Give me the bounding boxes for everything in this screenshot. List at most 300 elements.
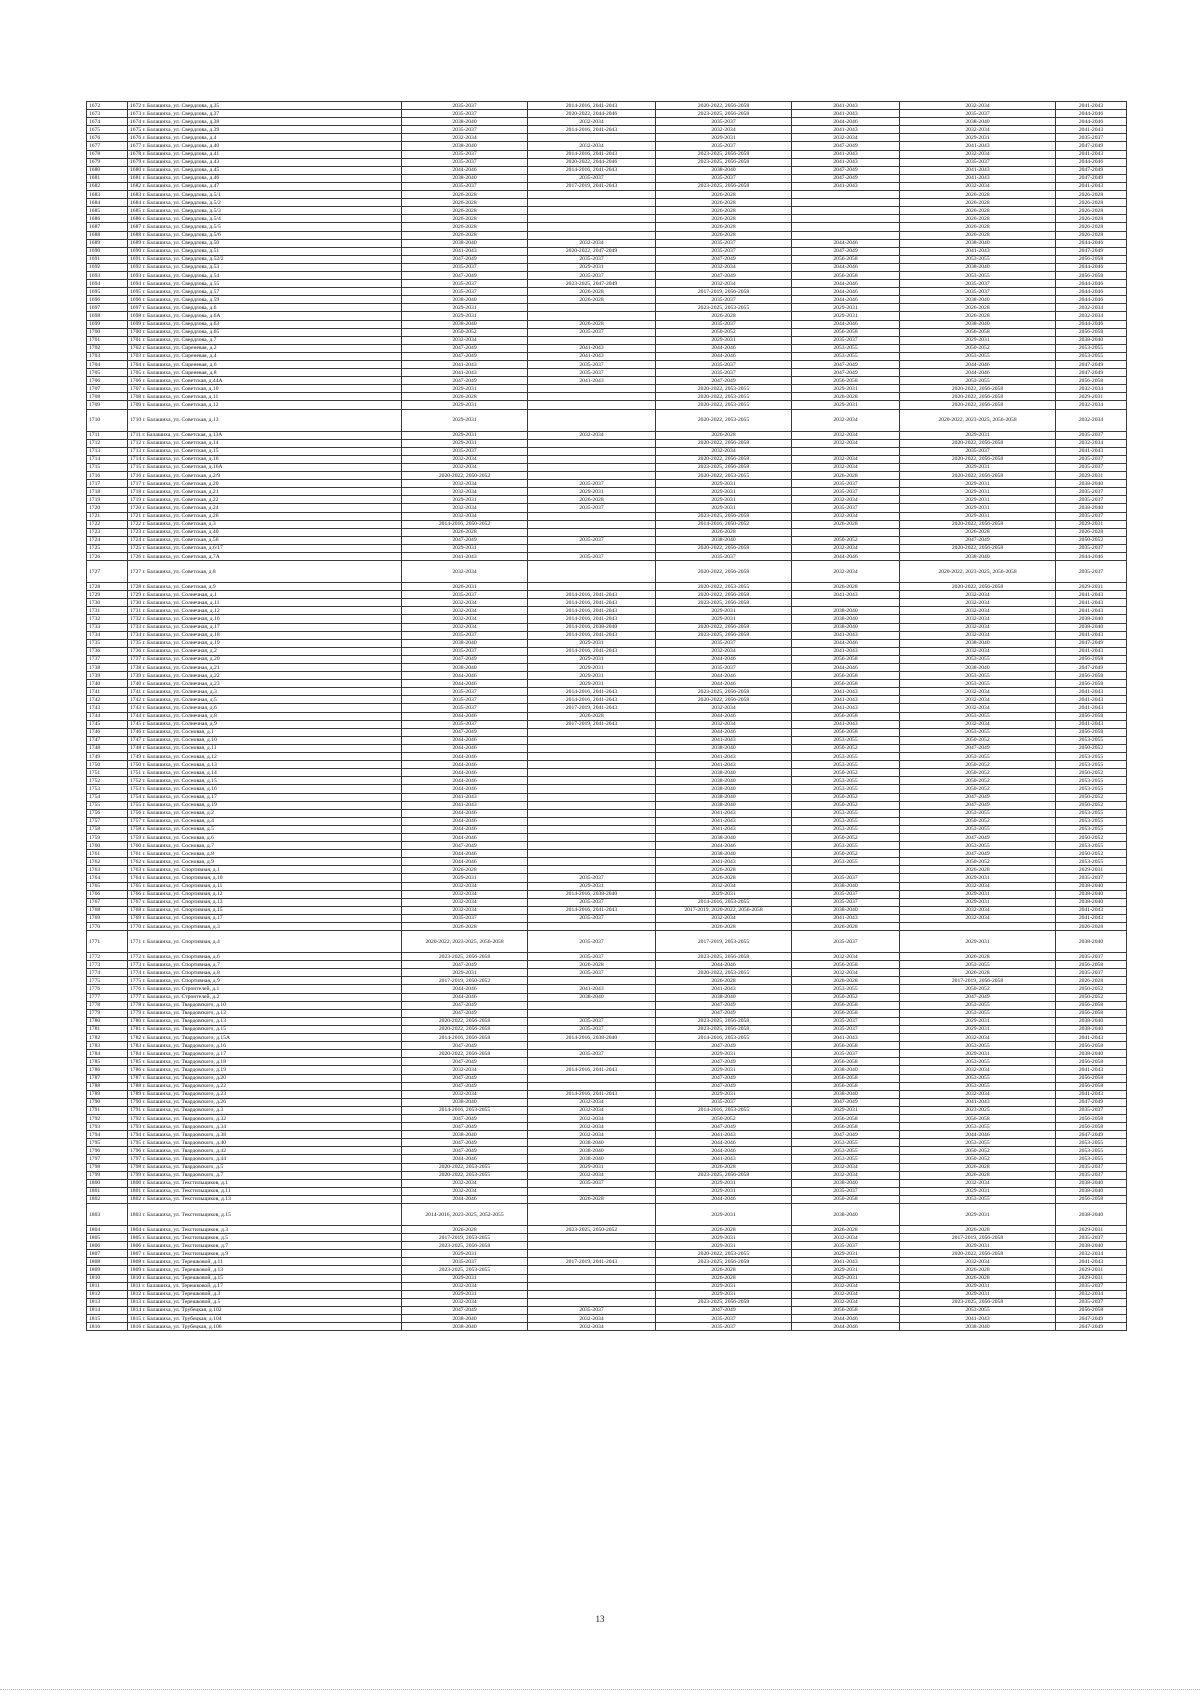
address-cell: 1737 г. Балашиха, ул. Солнечная, д.20 (128, 655, 402, 663)
period-cell-3: 2023-2025, 2056-2058 (656, 1258, 792, 1266)
table-row (87, 923, 1127, 931)
period-cell-2 (528, 736, 656, 744)
table-row (87, 985, 1127, 993)
period-cell-1: 2032-2034 (402, 615, 528, 623)
period-cell-6: 2041-2043 (1056, 704, 1127, 712)
period-cell-5: 2032-2034 (900, 704, 1056, 712)
period-cell-6: 2053-2055 (1056, 777, 1127, 785)
address-cell: 1741 г. Балашиха, ул. Солнечная, д.3 (128, 688, 402, 696)
table-row (87, 842, 1127, 850)
period-cell-2: 2014-2016, 2041-2043 (528, 607, 656, 615)
table-row (87, 271, 1127, 279)
period-cell-4: 2056-2058 (792, 377, 900, 385)
house-number: 44 (220, 1155, 226, 1162)
period-cell-1: 2035-2037 (402, 704, 528, 712)
period-cell-5: 2053-2055 (900, 672, 1056, 680)
period-cell-1: 2035-2037 (402, 288, 528, 296)
street-name: Сосновая (181, 745, 205, 752)
row-index: 1695 (87, 288, 128, 296)
address-cell: 1740 г. Балашиха, ул. Солнечная, д.23 (128, 680, 402, 688)
period-cell-5: 2020-2022, 2056-2058 (900, 1250, 1056, 1258)
period-cell-6: 2053-2055 (1056, 736, 1127, 744)
table-row (87, 1155, 1127, 1163)
period-cell-3: 2026-2028 (656, 223, 792, 231)
address-cell: 1686 г. Балашиха, ул. Свердлова, д.5/4 (128, 215, 402, 223)
table-row (87, 1001, 1127, 1009)
street-prefix: г. Балашиха, ул. (142, 296, 181, 303)
street-prefix: г. Балашиха, ул. (142, 480, 181, 487)
period-cell-3: 2035-2037 (656, 296, 792, 304)
house-number: 15 (225, 1211, 231, 1218)
house-number: 9 (216, 977, 220, 984)
street-name: Спортивная (181, 891, 210, 898)
street-prefix: г. Балашиха, ул. (142, 353, 181, 360)
period-cell-4 (792, 223, 900, 231)
address-row-number: 1749 (130, 753, 142, 760)
period-cell-6: 2056-2058 (1056, 712, 1127, 720)
house-number: 17 (217, 1283, 223, 1290)
period-cell-6: 2035-2037 (1056, 1106, 1127, 1114)
period-cell-1: 2029-2031 (402, 1274, 528, 1282)
street-prefix: г. Балашиха, ул. (142, 632, 181, 639)
street-name: Советская (181, 440, 206, 447)
address-cell: 1770 г. Балашиха, ул. Спортивная, д.3 (128, 923, 402, 931)
period-cell-4: 2056-2058 (792, 271, 900, 279)
period-cell-6: 2041-2043 (1056, 631, 1127, 639)
period-cell-1: 2035-2037 (402, 110, 528, 118)
address-row-number: 1775 (130, 977, 142, 984)
period-cell-1: 2047-2049 (402, 255, 528, 263)
period-cell-2 (528, 544, 656, 552)
street-prefix: г. Балашиха, ул. (142, 102, 181, 109)
period-cell-6: 2053-2055 (1056, 817, 1127, 825)
table-row (87, 110, 1127, 118)
address-cell: 1700 г. Балашиха, ул. Свердлова, д.65 (128, 328, 402, 336)
table-row (87, 882, 1127, 890)
street-name: Солнечная (181, 680, 207, 687)
period-cell-6: 2026-2028 (1056, 207, 1127, 215)
period-cell-2 (528, 833, 656, 841)
address-row-number: 1815 (130, 1315, 142, 1322)
period-cell-2: 2035-2037 (528, 536, 656, 544)
address-cell: 1773 г. Балашиха, ул. Спортивная, д.7 (128, 961, 402, 969)
table-row (87, 744, 1127, 752)
period-cell-4: 2038-2040 (792, 623, 900, 631)
period-cell-1: 2032-2034 (402, 1298, 528, 1306)
period-cell-6: 2056-2058 (1056, 680, 1127, 688)
period-cell-2: 2035-2037 (528, 969, 656, 977)
table-row (87, 455, 1127, 463)
street-name: Сосновая (181, 794, 205, 801)
address-cell: 1709 г. Балашиха, ул. Советская, д.12 (128, 401, 402, 409)
period-cell-3: 2041-2043 (656, 985, 792, 993)
period-cell-4: 2029-2031 (792, 312, 900, 320)
row-index: 1756 (87, 809, 128, 817)
period-cell-5: 2053-2055 (900, 352, 1056, 360)
period-cell-4: 2032-2034 (792, 544, 900, 552)
period-cell-3: 2038-2040 (656, 166, 792, 174)
address-row-number: 1814 (130, 1307, 142, 1314)
period-cell-5: 2053-2055 (900, 1058, 1056, 1066)
address-row-number: 1707 (130, 385, 142, 392)
period-cell-3: 2023-2025, 2056-2058 (656, 512, 792, 520)
period-cell-6: 2038-2040 (1056, 1017, 1127, 1025)
street-name: Свердлова (181, 264, 207, 271)
street-name: Сиреневая (181, 361, 207, 368)
table-row (87, 247, 1127, 255)
street-name: Свердлова (181, 280, 207, 287)
table-row (87, 447, 1127, 455)
period-cell-2 (528, 223, 656, 231)
period-cell-4: 2053-2055 (792, 352, 900, 360)
period-cell-2: 2014-2016, 2041-2043 (528, 631, 656, 639)
period-cell-3: 2041-2043 (656, 1155, 792, 1163)
address-cell: 1725 г. Балашиха, ул. Советская, д.6/17 (128, 544, 402, 552)
period-cell-1: 2044-2046 (402, 850, 528, 858)
period-cell-2 (528, 304, 656, 312)
row-index: 1737 (87, 655, 128, 663)
period-cell-1: 2035-2037 (402, 1258, 528, 1266)
street-name: Спортивная (181, 938, 210, 945)
period-cell-2 (528, 455, 656, 463)
table-row (87, 352, 1127, 360)
period-cell-5: 2047-2049 (900, 793, 1056, 801)
period-cell-4: 2029-2031 (792, 401, 900, 409)
address-cell: 1682 г. Балашиха, ул. Свердлова, д.47 (128, 182, 402, 190)
period-cell-6: 2032-2034 (1056, 409, 1127, 431)
period-cell-4: 2026-2028 (792, 583, 900, 591)
period-cell-4: 2044-2046 (792, 552, 900, 560)
row-index: 1782 (87, 1034, 128, 1042)
period-cell-6: 2038-2040 (1056, 623, 1127, 631)
row-index: 1726 (87, 552, 128, 560)
period-cell-3: 2044-2046 (656, 961, 792, 969)
period-cell-2 (528, 199, 656, 207)
period-cell-6: 2050-2052 (1056, 801, 1127, 809)
street-prefix: г. Балашиха, ул. (142, 183, 181, 190)
house-number: 21 (212, 488, 219, 495)
street-prefix: г. Балашиха, ул. (142, 705, 181, 712)
street-name: Текстильщиков (181, 1242, 219, 1249)
table-row (87, 174, 1127, 182)
period-cell-2: 2032-2034 (528, 1323, 656, 1331)
period-cell-1: 2014-2016, 2050-2052 (402, 520, 528, 528)
house-number: 3 (217, 1291, 221, 1298)
period-cell-1: 2038-2040 (402, 639, 528, 647)
row-index: 1776 (87, 985, 128, 993)
period-cell-3: 2023-2025, 2056-2058 (656, 182, 792, 190)
period-cell-1: 2035-2037 (402, 914, 528, 922)
period-cell-1: 2026-2028 (402, 231, 528, 239)
address-cell: 1767 г. Балашиха, ул. Спортивная, д.13 (128, 898, 402, 906)
street-name: Свердлова (181, 126, 207, 133)
period-cell-2: 2035-2037 (528, 953, 656, 961)
period-cell-2: 2035-2037 (528, 931, 656, 953)
period-cell-6: 2038-2040 (1056, 480, 1127, 488)
period-cell-3: 2026-2028 (656, 874, 792, 882)
address-row-number: 1714 (130, 456, 142, 463)
street-name: Терешковой (181, 1275, 211, 1282)
period-cell-3: 2029-2031 (656, 134, 792, 142)
period-cell-2 (528, 1290, 656, 1298)
street-prefix: г. Балашиха, ул. (142, 607, 181, 614)
street-name: Свердлова (181, 321, 207, 328)
row-index: 1793 (87, 1123, 128, 1131)
row-index: 1735 (87, 639, 128, 647)
period-cell-5: 2032-2034 (900, 1034, 1056, 1042)
house-number: 9 (225, 1250, 229, 1257)
period-cell-2: 2014-2016, 2041-2043 (528, 1066, 656, 1074)
period-cell-3: 2020-2022, 2056-2058 (656, 544, 792, 552)
address-row-number: 1687 (130, 223, 142, 230)
period-cell-4: 2047-2049 (792, 1098, 900, 1106)
period-cell-4: 2038-2040 (792, 1179, 900, 1187)
house-number: 40 (213, 143, 220, 150)
address-cell: 1724 г. Балашиха, ул. Советская, д.56 (128, 536, 402, 544)
house-number: 15А (220, 1034, 231, 1041)
address-cell: 1813 г. Балашиха, ул. Терешковой, д.5 (128, 1298, 402, 1306)
row-index: 1676 (87, 134, 128, 142)
row-index: 1734 (87, 631, 128, 639)
street-prefix: г. Балашиха, ул. (142, 110, 181, 117)
row-index: 1680 (87, 166, 128, 174)
house-number: 6 (216, 953, 220, 960)
row-index: 1722 (87, 520, 128, 528)
street-name: Твардовского (181, 1002, 214, 1009)
period-cell-6: 2050-2052 (1056, 769, 1127, 777)
period-cell-2 (528, 528, 656, 536)
street-prefix: г. Балашиха, ул. (142, 1258, 181, 1265)
address-row-number: 1700 (130, 329, 142, 336)
street-prefix: г. Балашиха, ул. (142, 640, 181, 647)
street-name: Сосновая (181, 834, 205, 841)
period-cell-3: 2035-2037 (656, 320, 792, 328)
period-cell-1: 2044-2046 (402, 680, 528, 688)
address-row-number: 1794 (130, 1131, 142, 1138)
house-number: 5 (214, 696, 217, 703)
street-name: Спортивная (181, 899, 210, 906)
table-row (87, 761, 1127, 769)
period-cell-5: 2017-2019, 2056-2058 (900, 1234, 1056, 1242)
period-cell-5: 2038-2040 (900, 664, 1056, 672)
house-number: 6 (214, 705, 217, 712)
house-number: 16 (214, 615, 220, 622)
house-number: 9 (214, 721, 217, 728)
period-cell-3: 2026-2028 (656, 312, 792, 320)
period-cell-2: 2035-2037 (528, 504, 656, 512)
street-name: Свердлова (181, 167, 207, 174)
period-cell-4: 2038-2040 (792, 1066, 900, 1074)
period-cell-4: 2029-2031 (792, 304, 900, 312)
period-cell-5: 2029-2031 (900, 431, 1056, 439)
address-cell: 1790 г. Балашиха, ул. Твардовского, д.26 (128, 1098, 402, 1106)
street-name: Советская (181, 480, 206, 487)
table-row (87, 520, 1127, 528)
period-cell-2: 2014-2016, 2038-2040 (528, 890, 656, 898)
address-row-number: 1796 (130, 1147, 142, 1154)
period-cell-2: 2041-2043 (528, 377, 656, 385)
address-cell: 1731 г. Балашиха, ул. Солнечная, д.12 (128, 607, 402, 615)
period-cell-2: 2020-2022, 2044-2046 (528, 110, 656, 118)
address-cell: 1692 г. Балашиха, ул. Свердлова, д.53 (128, 263, 402, 271)
period-cell-2 (528, 1266, 656, 1274)
street-name: Твардовского (181, 1050, 214, 1057)
table-row (87, 977, 1127, 985)
period-cell-5: 2032-2034 (900, 631, 1056, 639)
table-row (87, 1290, 1127, 1298)
period-cell-5: 2029-2031 (900, 1025, 1056, 1033)
period-cell-6: 2038-2040 (1056, 1025, 1127, 1033)
row-index: 1723 (87, 528, 128, 536)
address-row-number: 1802 (130, 1196, 142, 1203)
house-number: 3 (212, 521, 216, 528)
table-row (87, 393, 1127, 401)
period-cell-4: 2053-2055 (792, 753, 900, 761)
period-cell-1: 2044-2046 (402, 777, 528, 785)
house-number: 26 (212, 513, 219, 520)
house-number: 4 (213, 134, 217, 141)
period-cell-3: 2029-2031 (656, 1066, 792, 1074)
street-prefix: г. Балашиха, ул. (142, 440, 181, 447)
row-index: 1792 (87, 1114, 128, 1122)
period-cell-2: 2032-2034 (528, 1098, 656, 1106)
address-row-number: 1806 (130, 1242, 142, 1249)
table-row (87, 793, 1127, 801)
period-cell-6: 2032-2034 (1056, 1290, 1127, 1298)
house-number: 5/5 (213, 223, 221, 230)
period-cell-5: 2032-2034 (900, 914, 1056, 922)
row-index: 1763 (87, 866, 128, 874)
period-cell-5: 2032-2034 (900, 906, 1056, 914)
house-number: 13 (220, 1018, 226, 1025)
period-cell-4: 2041-2043 (792, 158, 900, 166)
period-cell-1: 2032-2034 (402, 607, 528, 615)
period-cell-5: 2029-2031 (900, 488, 1056, 496)
period-cell-4: 2041-2043 (792, 182, 900, 190)
period-cell-5: 2032-2034 (900, 615, 1056, 623)
house-number: 22 (214, 672, 220, 679)
row-index: 1807 (87, 1250, 128, 1258)
address-row-number: 1779 (130, 1010, 142, 1017)
house-number: 12 (211, 753, 217, 760)
address-cell: 1749 г. Балашиха, ул. Сосновая, д.12 (128, 753, 402, 761)
address-cell: 1746 г. Балашиха, ул. Сосновая, д.1 (128, 728, 402, 736)
period-cell-6: 2035-2037 (1056, 496, 1127, 504)
period-cell-1: 2032-2034 (402, 1066, 528, 1074)
period-cell-6: 2035-2037 (1056, 544, 1127, 552)
address-cell: 1753 г. Балашиха, ул. Сосновая, д.16 (128, 785, 402, 793)
street-prefix: г. Балашиха, ул. (142, 167, 181, 174)
street-name: Советская (181, 521, 206, 528)
address-row-number: 1706 (130, 377, 142, 384)
period-cell-5: 2041-2043 (900, 166, 1056, 174)
street-name: Твардовского (181, 1091, 214, 1098)
period-cell-2: 2032-2034 (528, 1114, 656, 1122)
period-cell-3: 2023-2025, 2056-2058 (656, 953, 792, 961)
table-row (87, 953, 1127, 961)
period-cell-1: 2047-2049 (402, 842, 528, 850)
street-name: Советская (181, 553, 206, 560)
period-cell-5: 2041-2043 (900, 247, 1056, 255)
row-index: 1785 (87, 1058, 128, 1066)
row-index: 1683 (87, 191, 128, 199)
period-cell-1: 2041-2043 (402, 369, 528, 377)
period-cell-5: 2026-2028 (900, 969, 1056, 977)
street-prefix: г. Балашиха, ул. (142, 883, 181, 890)
period-cell-6: 2047-2049 (1056, 1098, 1127, 1106)
address-row-number: 1748 (130, 745, 142, 752)
period-cell-3: 2029-2031 (656, 1187, 792, 1195)
row-index: 1812 (87, 1290, 128, 1298)
period-cell-3: 2026-2028 (656, 1163, 792, 1171)
period-cell-3: 2020-2022, 2053-2055 (656, 969, 792, 977)
address-cell: 1774 г. Балашиха, ул. Спортивная, д.8 (128, 969, 402, 977)
period-cell-4: 2047-2049 (792, 247, 900, 255)
period-cell-2: 2035-2037 (528, 255, 656, 263)
period-cell-5: 2029-2031 (900, 1282, 1056, 1290)
address-cell: 1799 г. Балашиха, ул. Твардовского, д.7 (128, 1171, 402, 1179)
period-cell-3: 2029-2031 (656, 1090, 792, 1098)
row-index: 1696 (87, 296, 128, 304)
period-cell-3: 2038-2040 (656, 850, 792, 858)
period-cell-6: 2047-2049 (1056, 1131, 1127, 1139)
address-row-number: 1712 (130, 440, 142, 447)
street-prefix: г. Балашиха, ул. (142, 232, 181, 239)
street-name: Текстильщиков (181, 1188, 219, 1195)
period-cell-2: 2029-2031 (528, 672, 656, 680)
row-index: 1795 (87, 1139, 128, 1147)
house-number: 7А (212, 553, 220, 560)
period-cell-4: 2029-2031 (792, 1106, 900, 1114)
period-cell-1: 2038-2040 (402, 239, 528, 247)
street-name: Спортивная (181, 866, 210, 873)
period-cell-1: 2047-2049 (402, 1139, 528, 1147)
address-cell: 1697 г. Балашиха, ул. Свердлова, д.6 (128, 304, 402, 312)
street-name: Советская (181, 583, 206, 590)
street-prefix: г. Балашиха, ул. (142, 672, 181, 679)
street-name: Твардовского (181, 1034, 214, 1041)
period-cell-5: 2029-2031 (900, 898, 1056, 906)
period-cell-2: 2014-2016, 2041-2043 (528, 150, 656, 158)
address-row-number: 1730 (130, 599, 142, 606)
period-cell-2: 2035-2037 (528, 1306, 656, 1314)
period-cell-6: 2053-2055 (1056, 352, 1127, 360)
street-prefix: г. Балашиха, ул. (142, 1099, 181, 1106)
street-name: Текстильщиков (181, 1250, 219, 1257)
street-prefix: г. Балашиха, ул. (142, 361, 181, 368)
address-row-number: 1784 (130, 1050, 142, 1057)
table-row (87, 166, 1127, 174)
period-cell-3: 2026-2028 (656, 528, 792, 536)
table-row (87, 1147, 1127, 1155)
street-prefix: г. Балашиха, ул. (142, 1211, 181, 1218)
street-name: Свердлова (181, 337, 207, 344)
period-cell-5: 2032-2034 (900, 591, 1056, 599)
table-row (87, 512, 1127, 520)
row-index: 1688 (87, 231, 128, 239)
table-row (87, 672, 1127, 680)
period-cell-3: 2026-2028 (656, 977, 792, 985)
house-number: 13 (225, 1196, 231, 1203)
address-cell: 1816 г. Балашиха, ул. Трубецкая, д.106 (128, 1323, 402, 1331)
street-prefix: г. Балашиха, ул. (142, 761, 181, 768)
period-cell-4: 2053-2055 (792, 1139, 900, 1147)
address-cell: 1791 г. Балашиха, ул. Твардовского, д.3 (128, 1106, 402, 1114)
address-row-number: 1732 (130, 615, 142, 622)
address-row-number: 1684 (130, 199, 142, 206)
table-row (87, 1187, 1127, 1195)
address-cell: 1714 г. Балашиха, ул. Советская, д.16 (128, 455, 402, 463)
